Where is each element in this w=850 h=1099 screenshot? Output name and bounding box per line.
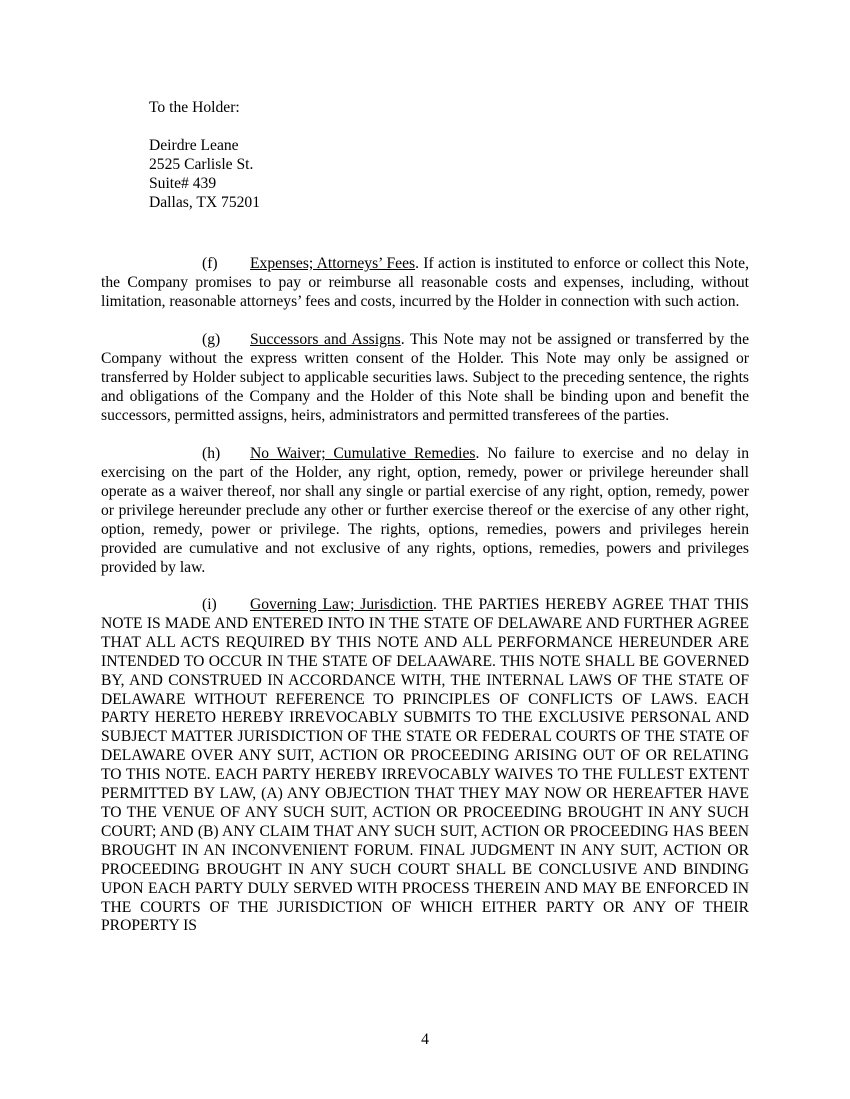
holder-intro: To the Holder: [149, 99, 240, 116]
holder-address [149, 136, 749, 212]
holder-name: Deirdre Leane [149, 137, 239, 154]
holder-address-block [149, 98, 749, 212]
section-g-paragraph [101, 330, 749, 425]
section-g-heading: Successors and Assigns [250, 331, 401, 348]
section-f-body: . If action is instituted to enforce or collect this Note, the Company promises to pay or reimburse all reasonable costs and expenses, including, without limitation, reasonable attorneys’ fees and costs, incurred by the Holder in connection with such action. [101, 255, 749, 310]
section-f-label: (f) [202, 255, 218, 272]
section-h-label: (h) [202, 445, 221, 462]
holder-city: Dallas, TX 75201 [149, 194, 261, 211]
section-i-body: . THE PARTIES HEREBY AGREE THAT THIS NOTE IS MADE AND ENTERED INTO IN THE STATE OF DELAWARE AND FURTHER AGREE THAT ALL ACTS REQUIRED BY THIS NOTE AND ALL PERFORMANCE HEREUNDER ARE INTENDED TO OCCUR IN THE STATE OF DELAAWARE. THIS NOTE SHALL BE GOVERNED BY, AND CONSTRUED IN ACCORDANCE WITH, THE INTERNAL LAWS OF THE STATE OF DELAWARE WITHOUT REFERENCE TO PRINCIPLES OF CONFLICTS OF LAWS. EACH PARTY HERETO HEREBY IRREVOCABLY SUBMITS TO THE EXCLUSIVE PERSONAL AND SUBJECT MATTER JURISDICTION OF THE STATE OR FEDERAL COURTS OF THE STATE OF DELAWARE OVER ANY SUIT, ACTION OR PROCEEDING ARISING OUT OF OR RELATING TO THIS NOTE. EACH PARTY HEREBY IRREVOCABLY WAIVES TO THE FULLEST EXTENT PERMITTED BY LAW, (A) ANY OBJECTION THAT THEY MAY NOW OR HEREAFTER HAVE TO THE VENUE OF ANY SUCH SUIT, ACTION OR PROCEEDING BROUGHT IN ANY SUCH COURT; AND (B) ANY CLAIM THAT ANY SUCH SUIT, ACTION OR PROCEEDING HAS BEEN BROUGHT IN AN INCONVENIENT FORUM. FINAL JUDGMENT IN ANY SUIT, ACTION OR PROCEEDING BROUGHT IN ANY SUCH COURT SHALL BE CONCLUSIVE AND BINDING UPON EACH PARTY DULY SERVED WITH PROCESS THEREIN AND MAY BE ENFORCED IN THE COURTS OF THE JURISDICTION OF WHICH EITHER PARTY OR ANY OF THEIR PROPERTY IS [101, 596, 749, 935]
holder-suite: Suite# 439 [149, 175, 217, 192]
section-f-heading: Expenses; Attorneys’ Fees [250, 255, 416, 272]
section-h-heading: No Waiver; Cumulative Remedies [250, 445, 476, 462]
document-page [101, 98, 749, 936]
section-i-paragraph [101, 596, 749, 936]
section-g-body: . This Note may not be assigned or transferred by the Company without the express written consent of the Holder. This Note may only be assigned or transferred by Holder subject to applicable securities laws. Subject to the preceding sentence, the rights and obligations of the Company and the Holder of this Note shall be binding upon and benefit the successors, permitted assigns, heirs, administrators and permitted transferees of the parties. [101, 331, 749, 424]
section-i-heading: Governing Law; Jurisdiction [250, 596, 434, 613]
holder-street: 2525 Carlisle St. [149, 156, 254, 173]
section-h-paragraph [101, 444, 749, 577]
section-h-body: . No failure to exercise and no delay in exercising on the part of the Holder, any right, option, remedy, power or privilege hereunder shall operate as a waiver thereof, nor shall any single or partial exercise of any right, option, remedy, power or privilege hereunder preclude any other or further exercise thereof or the exercise of any other right, option, remedy, power or privilege. The rights, options, remedies, powers and privileges herein provided are cumulative and not exclusive of any rights, options, remedies, powers and privileges provided by law. [101, 445, 750, 576]
section-g-label: (g) [202, 331, 221, 348]
page-number: 4 [421, 1031, 429, 1048]
section-f-paragraph [101, 254, 749, 311]
section-i-label: (i) [202, 596, 217, 613]
